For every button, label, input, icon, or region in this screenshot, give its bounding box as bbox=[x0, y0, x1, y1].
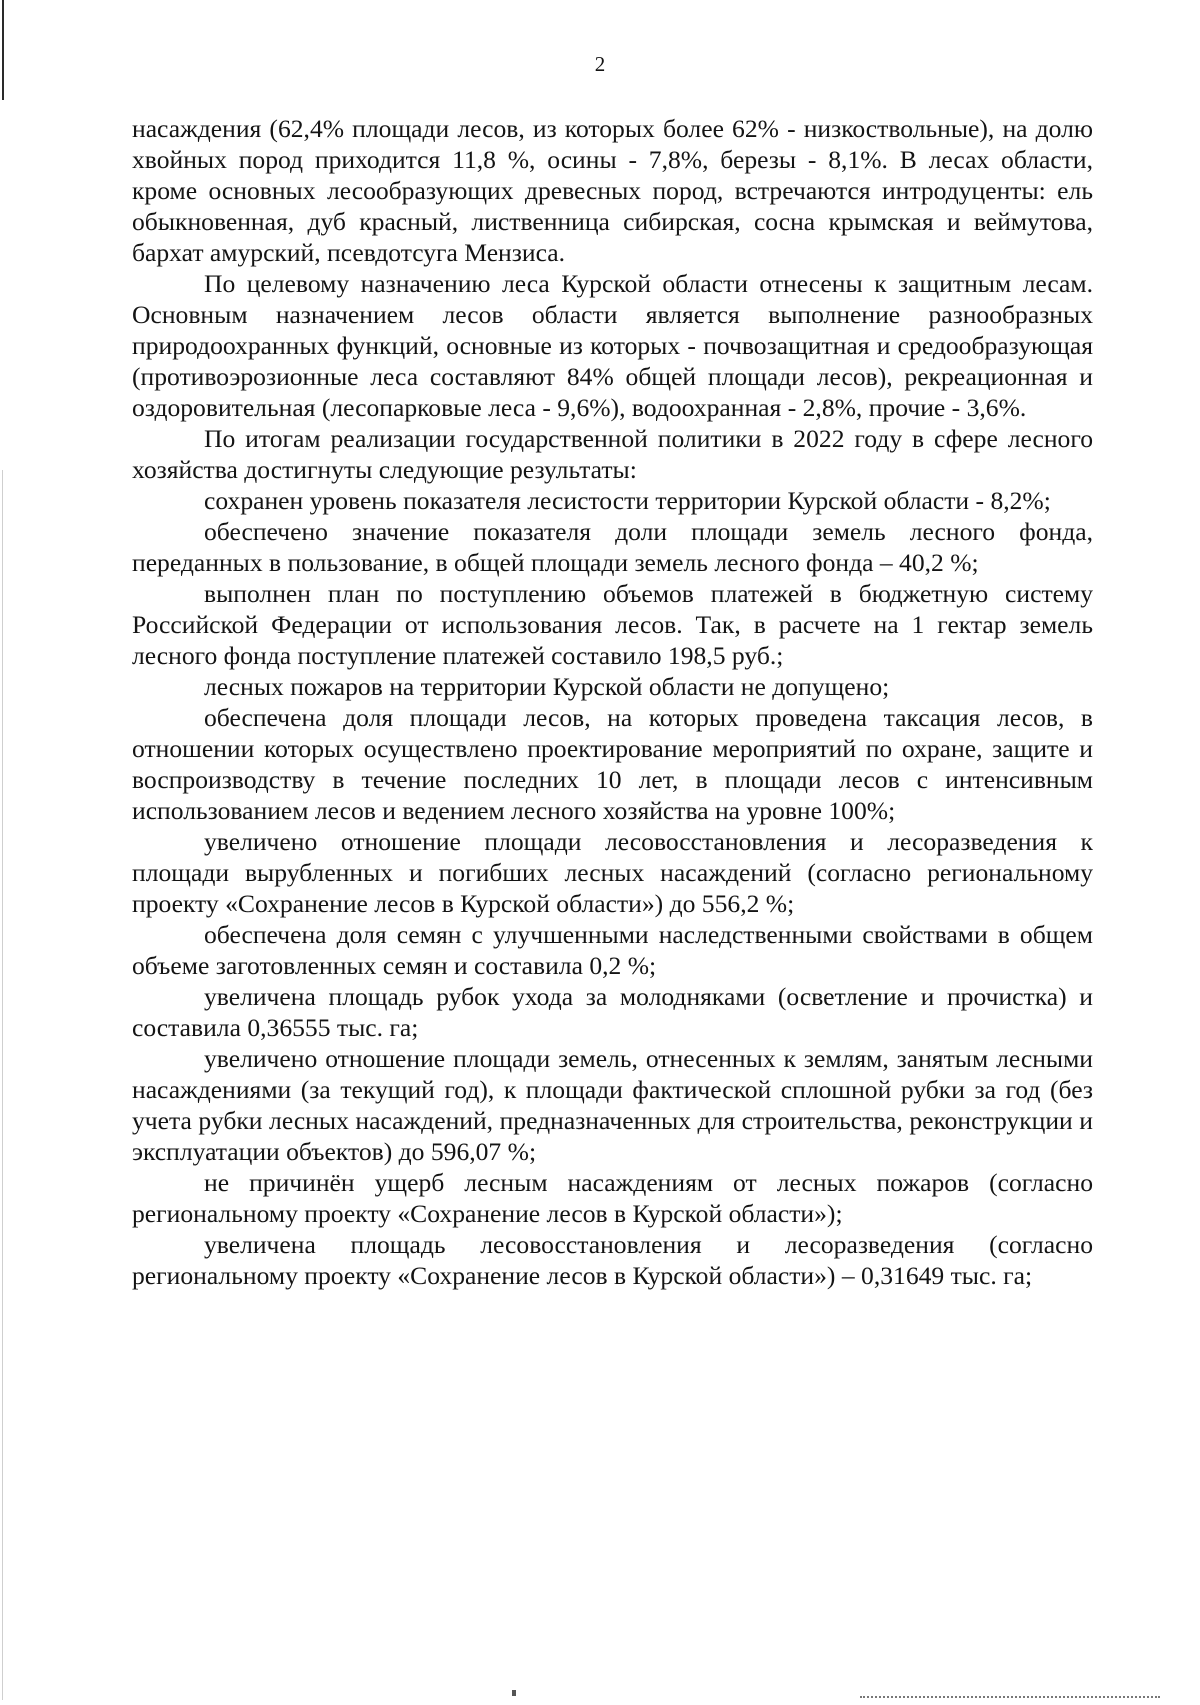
paragraph: увеличено отношение площади земель, отнесенных к землям, занятым лесными насаждениями (за текущий год), к площади фактической сплошной рубки за год (без учета рубки лесных насаждений, предназначенных для строительства, реконструкции и эксплуатации объектов) до 596,07 %; bbox=[132, 1044, 1093, 1166]
paragraph: не причинён ущерб лесным насаждениям от лесных пожаров (согласно региональному проекту «Сохранение лесов в Курской области»); bbox=[132, 1168, 1093, 1228]
paragraph: По итогам реализации государственной политики в 2022 году в сфере лесного хозяйства достигнуты следующие результаты: bbox=[132, 424, 1093, 484]
paragraph: обеспечена доля площади лесов, на которых проведена таксация лесов, в отношении которых осуществлено проектирование мероприятий по охране, защите и воспроизводству в течение последних 10 лет, в площади лесов с интенсивным использованием лесов и ведением лесного хозяйства на уровне 100%; bbox=[132, 703, 1093, 825]
scan-edge-line-lower bbox=[2, 470, 3, 1700]
body-text bbox=[132, 113, 1093, 1291]
paragraph: По целевому назначению леса Курской области отнесены к защитным лесам. Основным назначением лесов области является выполнение разнообразных природоохранных функций, основные из которых - почвозащитная и средообразующая (противоэрозионные леса составляют 84% общей площади лесов), рекреационная и оздоровительная (лесопарковые леса - 9,6%), водоохранная - 2,8%, прочие - 3,6%. bbox=[132, 269, 1093, 422]
paragraph: увеличено отношение площади лесовосстановления и лесоразведения к площади вырубленных и погибших лесных насаждений (согласно региональному проекту «Сохранение лесов в Курской области») до 556,2 %; bbox=[132, 827, 1093, 918]
paragraph: насаждения (62,4% площади лесов, из которых более 62% - низкоствольные), на долю хвойных пород приходится 11,8 %, осины - 7,8%, березы - 8,1%. В лесах области, кроме основных лесообразующих древесных пород, встречаются интродуценты: ель обыкновенная, дуб красный, лиственница сибирская, сосна крымская и веймутова, бархат амурский, псевдотсуга Мензиса. bbox=[132, 114, 1093, 267]
paragraph: увеличена площадь лесовосстановления и лесоразведения (согласно региональному проекту «Сохранение лесов в Курской области») – 0,31649 тыс. га; bbox=[132, 1230, 1093, 1290]
paragraph: обеспечена доля семян с улучшенными наследственными свойствами в общем объеме заготовленных семян и составила 0,2 %; bbox=[132, 920, 1093, 980]
scan-dotted-line bbox=[860, 1696, 1160, 1698]
paragraph: увеличена площадь рубок ухода за молодняками (осветление и прочистка) и составила 0,36555 тыс. га; bbox=[132, 982, 1093, 1042]
paragraph: выполнен план по поступлению объемов платежей в бюджетную систему Российской Федерации от использования лесов. Так, в расчете на 1 гектар земель лесного фонда поступление платежей составило 198,5 руб.; bbox=[132, 579, 1093, 670]
scan-edge-line bbox=[2, 0, 4, 100]
scan-mark bbox=[512, 1690, 516, 1696]
paragraph: лесных пожаров на территории Курской области не допущено; bbox=[204, 672, 890, 701]
paragraph: сохранен уровень показателя лесистости территории Курской области - 8,2%; bbox=[204, 486, 1051, 515]
paragraph: обеспечено значение показателя доли площади земель лесного фонда, переданных в пользование, в общей площади земель лесного фонда – 40,2 %; bbox=[132, 517, 1093, 577]
page-number: 2 bbox=[594, 52, 606, 76]
